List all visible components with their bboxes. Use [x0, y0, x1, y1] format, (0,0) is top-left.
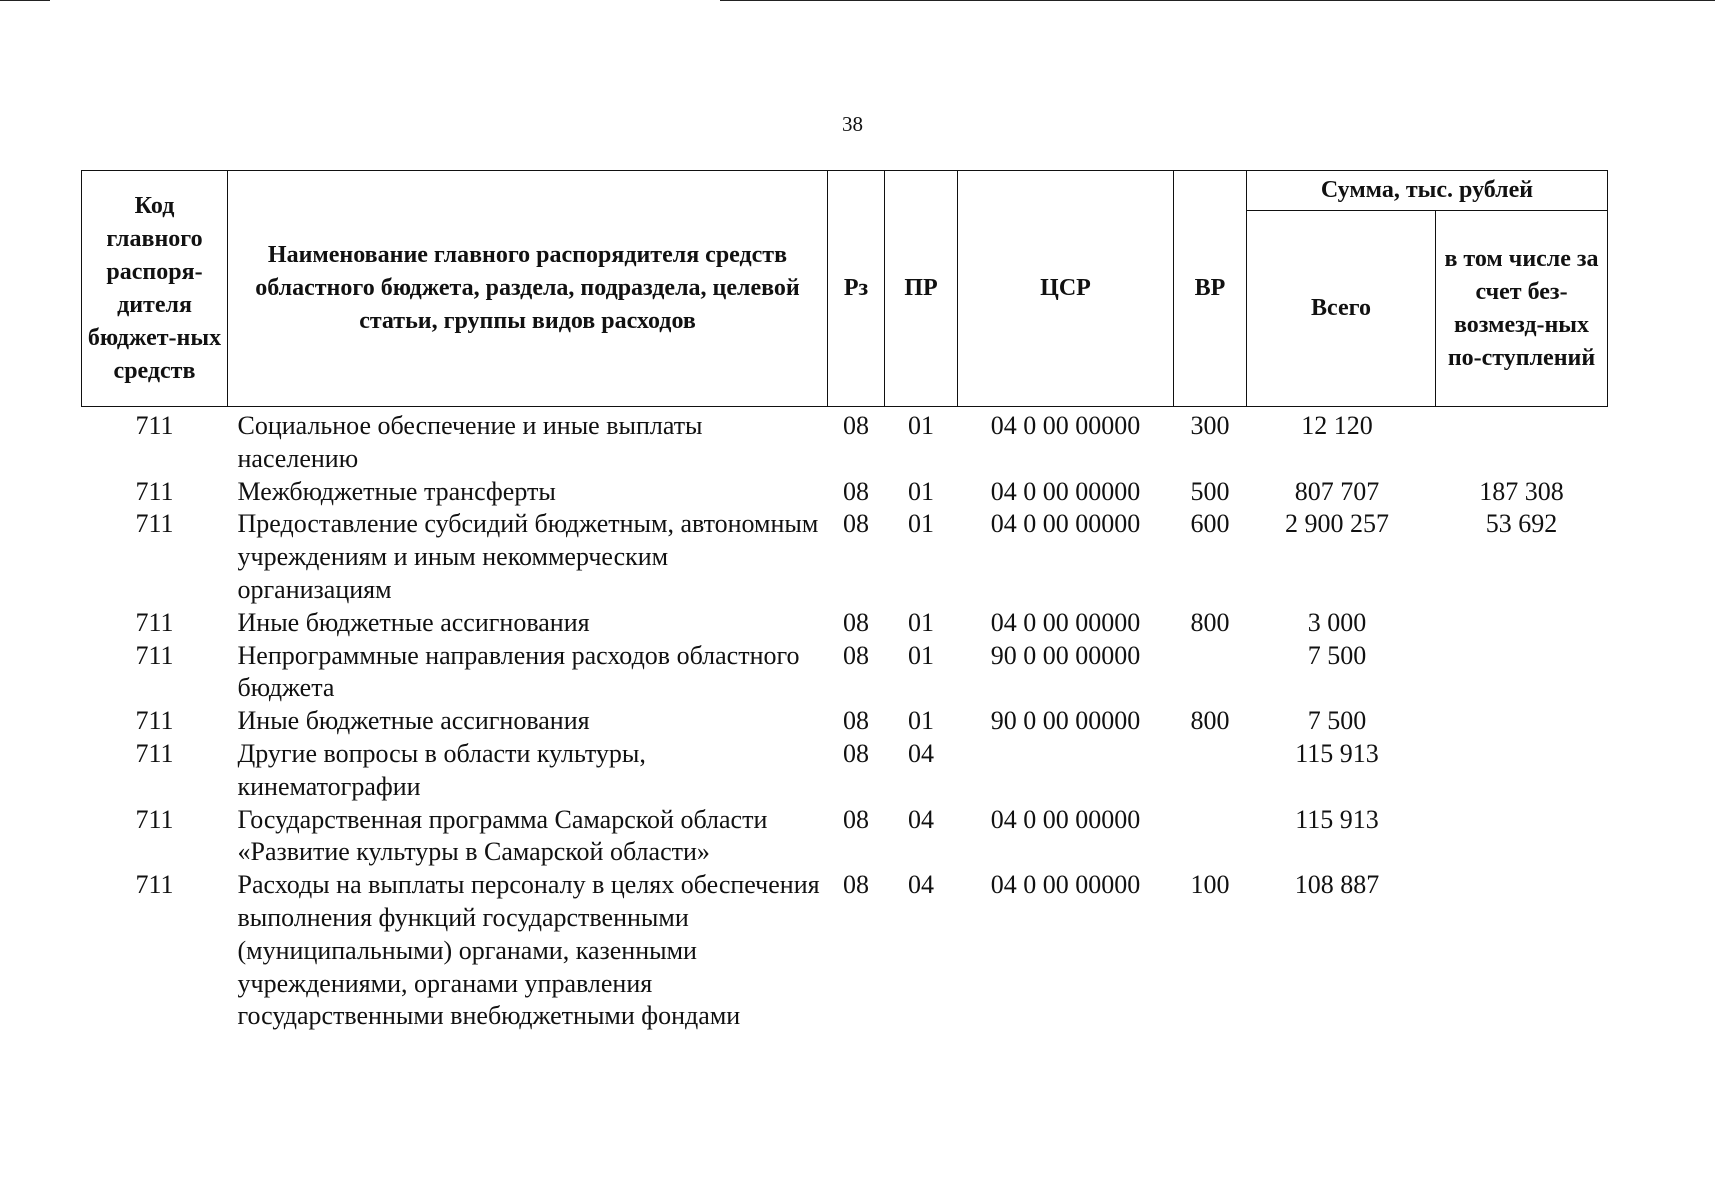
cell-total: 7 500	[1307, 706, 1367, 736]
cell-gratuitous: 53 692	[1485, 509, 1558, 539]
cell-pr: 01	[908, 476, 934, 506]
table-row	[82, 607, 1608, 640]
cell-pr: 01	[908, 607, 934, 637]
cell-vr: 500	[1190, 476, 1230, 506]
page-number: 38	[842, 112, 863, 136]
cell-total: 2 900 257	[1285, 509, 1389, 539]
cell-gratuitous	[1436, 738, 1608, 804]
table-body	[82, 407, 1608, 1034]
cell-vr: 800	[1190, 607, 1230, 637]
cell-rz: 08	[843, 509, 869, 539]
cell-csr: 04 0 00 00000	[990, 804, 1141, 834]
scan-edge-line	[720, 0, 1715, 1]
cell-csr: 04 0 00 00000	[990, 411, 1141, 440]
cell-name: Расходы на выплаты персоналу в целях обеспечения выполнения функций государственными (муниципальными) органами, казенными учреждениями, органами управления государственными внебюджетными фондами	[237, 870, 820, 1031]
cell-csr: 04 0 00 00000	[990, 476, 1141, 506]
cell-rz: 08	[843, 411, 869, 440]
cell-code: 711	[135, 607, 174, 637]
cell-code: 711	[135, 738, 174, 768]
cell-code: 711	[135, 870, 174, 900]
cell-vr: 600	[1190, 509, 1230, 539]
cell-rz: 08	[843, 804, 869, 834]
cell-gratuitous	[1436, 869, 1608, 1033]
cell-vr	[1174, 804, 1247, 870]
table-row	[82, 640, 1608, 706]
cell-total: 115 913	[1295, 804, 1379, 834]
cell-total: 12 120	[1301, 411, 1373, 440]
cell-name: Межбюджетные трансферты	[237, 476, 556, 506]
cell-vr: 100	[1190, 870, 1230, 900]
cell-name: Другие вопросы в области культуры, кинематографии	[237, 738, 646, 801]
cell-rz: 08	[843, 738, 869, 768]
table-row	[82, 407, 1608, 476]
cell-vr: 800	[1190, 706, 1230, 736]
cell-vr	[1174, 738, 1247, 804]
cell-csr: 90 0 00 00000	[990, 640, 1141, 670]
cell-pr: 04	[908, 870, 934, 900]
header-gratuitous: в том числе за счет без-возмезд-ных по-ступлений	[1436, 211, 1608, 407]
cell-rz: 08	[843, 476, 869, 506]
cell-total: 7 500	[1307, 640, 1367, 670]
cell-code: 711	[135, 804, 174, 834]
cell-code: 711	[135, 640, 174, 670]
cell-total: 108 887	[1294, 870, 1380, 900]
cell-gratuitous	[1436, 705, 1608, 738]
budget-table	[81, 170, 1608, 1033]
cell-vr	[1174, 640, 1247, 706]
table-row	[82, 705, 1608, 738]
header-rz: Рз	[828, 171, 885, 407]
table-row	[82, 869, 1608, 1033]
cell-total: 3 000	[1307, 607, 1367, 637]
header-name: Наименование главного распорядителя средств областного бюджета, раздела, подраздела, целевой статьи, группы видов расходов	[228, 171, 828, 407]
cell-total: 807 707	[1294, 476, 1380, 506]
table-header	[82, 171, 1608, 407]
cell-name: Государственная программа Самарской области «Развитие культуры в Самарской области»	[237, 804, 768, 867]
cell-code: 711	[135, 411, 174, 440]
cell-name: Иные бюджетные ассигнования	[237, 706, 590, 736]
cell-csr	[958, 738, 1174, 804]
cell-pr: 01	[908, 411, 934, 440]
cell-csr: 90 0 00 00000	[990, 706, 1141, 736]
table-row	[82, 508, 1608, 606]
cell-gratuitous	[1436, 607, 1608, 640]
cell-gratuitous	[1436, 407, 1608, 476]
cell-name: Иные бюджетные ассигнования	[237, 607, 590, 637]
cell-total: 115 913	[1295, 738, 1379, 768]
header-csr: ЦСР	[958, 171, 1174, 407]
cell-pr: 01	[908, 640, 934, 670]
cell-gratuitous	[1436, 804, 1608, 870]
table-row	[82, 476, 1608, 509]
cell-pr: 04	[908, 738, 934, 768]
cell-csr: 04 0 00 00000	[990, 870, 1141, 900]
header-total: Всего	[1247, 211, 1436, 407]
cell-pr: 01	[908, 706, 934, 736]
table-row	[82, 738, 1608, 804]
cell-vr: 300	[1190, 411, 1230, 440]
cell-csr: 04 0 00 00000	[990, 607, 1141, 637]
cell-name: Непрограммные направления расходов областного бюджета	[237, 640, 800, 703]
header-code: Код главного распоря-дителя бюджет-ных средств	[82, 171, 228, 407]
cell-pr: 01	[908, 509, 934, 539]
scan-edge-line	[0, 0, 50, 1]
cell-code: 711	[135, 476, 174, 506]
cell-rz: 08	[843, 706, 869, 736]
cell-code: 711	[135, 509, 174, 539]
header-vr: ВР	[1174, 171, 1247, 407]
cell-name: Социальное обеспечение и иные выплаты населению	[237, 411, 703, 473]
table-row	[82, 804, 1608, 870]
cell-gratuitous: 187 308	[1479, 476, 1564, 506]
header-sum-group: Сумма, тыс. рублей	[1247, 171, 1608, 211]
cell-rz: 08	[843, 640, 869, 670]
cell-name: Предоставление субсидий бюджетным, автономным учреждениям и иным некоммерческим организациям	[237, 509, 819, 604]
cell-csr: 04 0 00 00000	[990, 509, 1141, 539]
cell-rz: 08	[843, 870, 869, 900]
cell-rz: 08	[843, 607, 869, 637]
cell-code: 711	[135, 706, 174, 736]
cell-pr: 04	[908, 804, 934, 834]
header-pr: ПР	[885, 171, 958, 407]
cell-gratuitous	[1436, 640, 1608, 706]
